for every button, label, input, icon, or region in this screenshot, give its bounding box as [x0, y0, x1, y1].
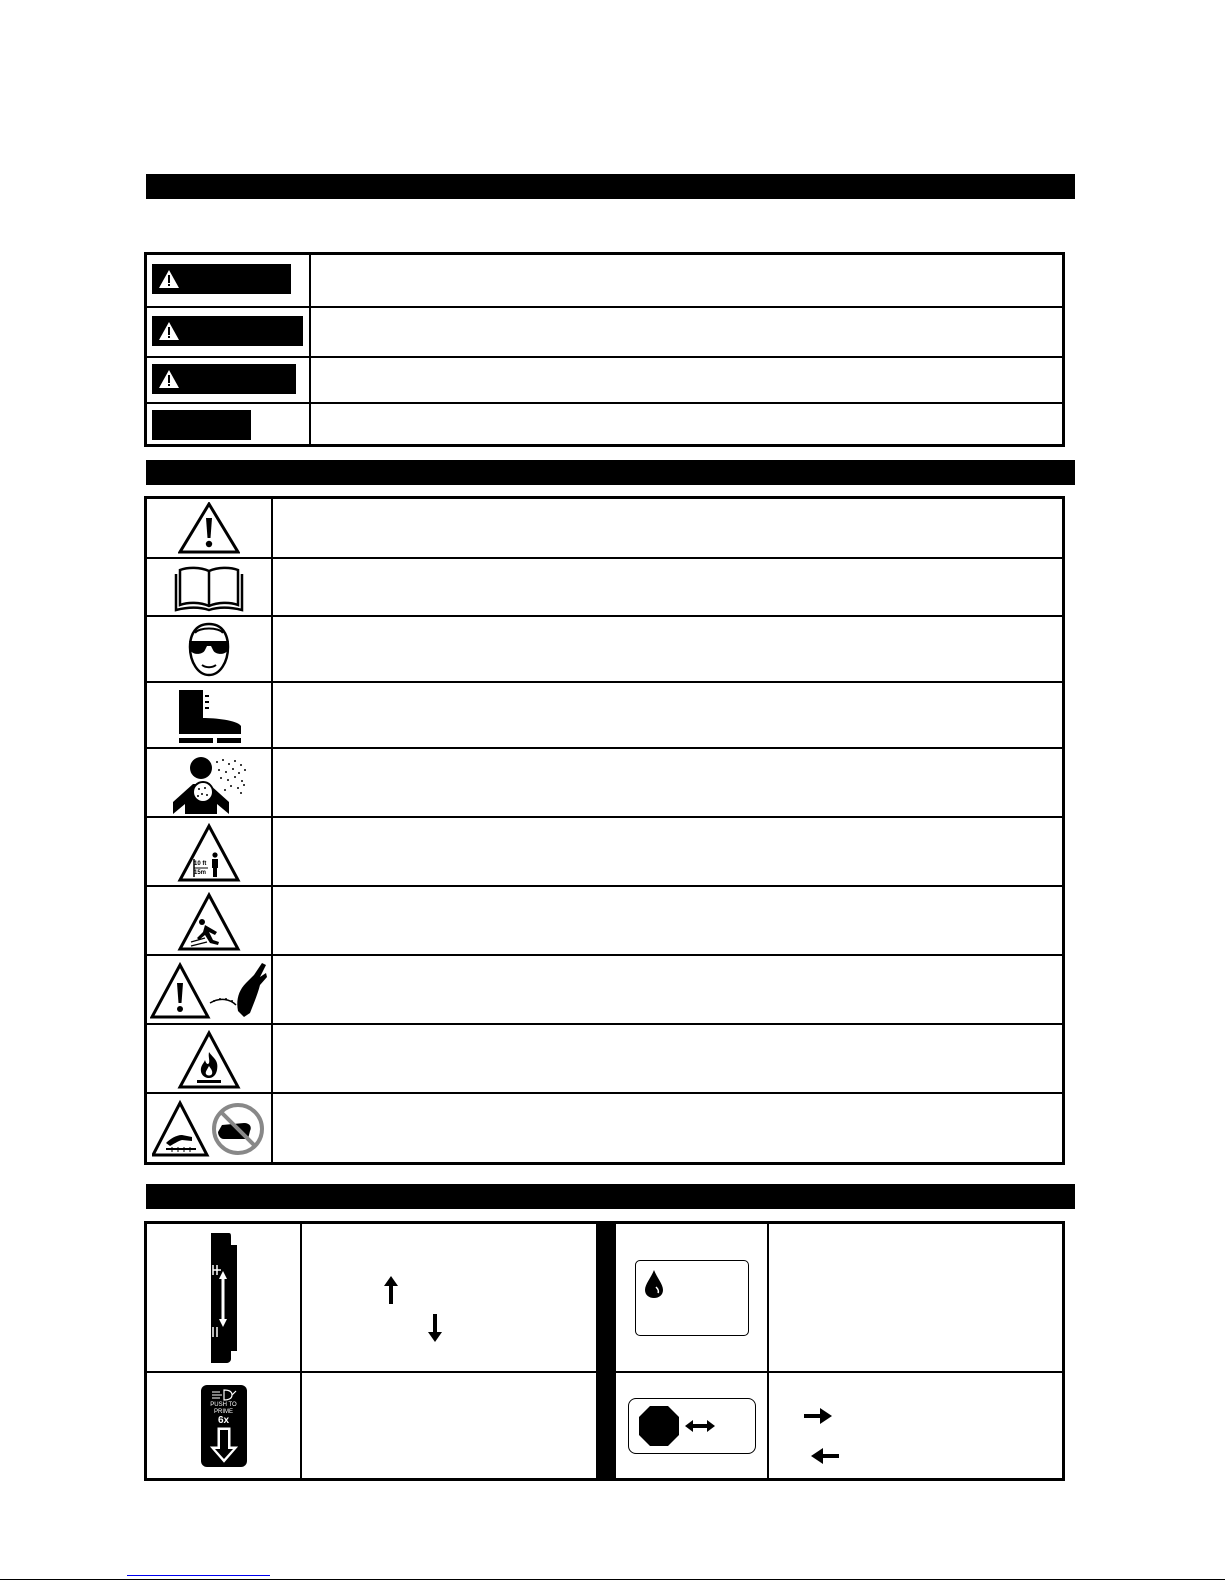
primer-label-mid: PRIME	[213, 1408, 233, 1415]
fuel-drop-icon	[644, 1269, 664, 1299]
center-divider	[596, 1224, 616, 1478]
symbol-row	[147, 954, 1062, 1023]
stop-switch-icon	[637, 1404, 723, 1448]
symbol-row	[147, 681, 1062, 747]
arrow-up-icon	[384, 1276, 398, 1304]
signal-row	[147, 306, 1062, 356]
arrow-down-icon	[428, 1314, 442, 1342]
symbol-row	[147, 885, 1062, 954]
symbol-row	[147, 1023, 1062, 1092]
alert-triangle-icon	[158, 321, 180, 341]
fire-hazard-icon	[177, 1030, 241, 1090]
alert-triangle-icon	[158, 269, 180, 289]
symbol-row	[147, 499, 1062, 557]
safety-alert-triangle-icon	[178, 502, 240, 554]
stop-switch-panel	[628, 1398, 756, 1454]
signal-row	[147, 255, 1062, 306]
control-labels-table	[144, 1221, 1065, 1481]
arrow-right-icon	[804, 1408, 832, 1424]
eye-protection-goggles-icon	[185, 621, 233, 679]
push-down-arrow-icon	[210, 1427, 238, 1463]
arrow-left-icon	[811, 1448, 839, 1464]
symbol-row	[147, 816, 1062, 885]
caution-signal-badge	[152, 364, 296, 394]
primer-bulb-icon	[201, 1385, 247, 1467]
safety-boot-icon	[173, 686, 245, 746]
section-header-safety-symbols	[146, 460, 1075, 485]
svg-text:15m: 15m	[194, 869, 207, 876]
primer-label-top: PUSH TO	[210, 1401, 237, 1408]
signal-word-table	[144, 252, 1065, 447]
section-header-control-labels	[146, 1184, 1075, 1209]
hot-surface-no-touch-icon	[152, 1099, 266, 1159]
symbol-row	[147, 747, 1062, 816]
section-header-safety-information	[146, 174, 1075, 199]
primer-pump-icon	[210, 1388, 238, 1402]
slip-hazard-icon	[177, 892, 241, 952]
stop-description-cell	[769, 1373, 1062, 1478]
primer-description-cell	[302, 1373, 596, 1478]
footer-rule	[0, 1579, 1225, 1580]
notice-signal-badge	[152, 410, 251, 440]
signal-row	[147, 402, 1062, 444]
signal-row	[147, 356, 1062, 402]
keep-distance-10ft-icon	[177, 823, 241, 883]
respirator-inhalation-icon	[169, 752, 249, 816]
choke-lever-icon	[207, 1231, 241, 1365]
alert-triangle-icon	[158, 369, 180, 389]
fuel-description-cell	[769, 1224, 1062, 1371]
read-manual-book-icon	[174, 563, 244, 613]
fuel-label-panel	[635, 1260, 749, 1336]
primer-label-count: 6x	[217, 1414, 230, 1426]
warning-signal-badge	[152, 316, 303, 346]
symbol-row	[147, 557, 1062, 615]
safety-symbols-table	[144, 496, 1065, 1165]
hand-toxic-hazard-icon	[150, 961, 268, 1021]
footer-link-underline[interactable]	[127, 1575, 270, 1576]
choke-description-cell	[302, 1224, 596, 1371]
danger-signal-badge	[152, 264, 291, 294]
svg-text:10 ft: 10 ft	[194, 860, 207, 867]
symbol-row	[147, 615, 1062, 681]
symbol-row	[147, 1092, 1062, 1162]
